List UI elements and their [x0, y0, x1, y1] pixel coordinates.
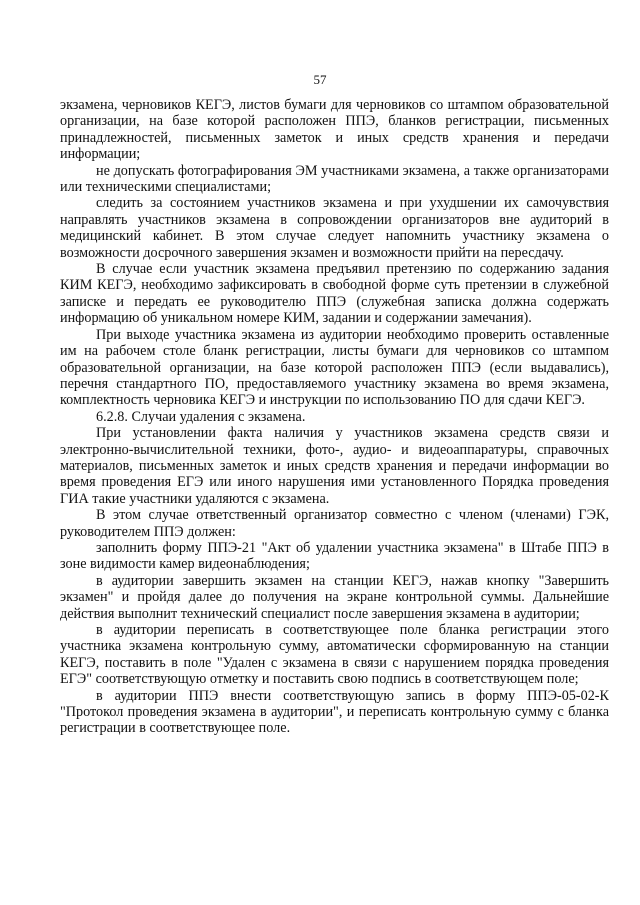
paragraph-no-photography: не допускать фотографирования ЭМ участниками экзамена, а также организаторами или техническими специалистами;: [60, 162, 609, 196]
section-heading-6-2-8: 6.2.8. Случаи удаления с экзамена.: [96, 408, 306, 425]
paragraph-kim-claim: В случае если участник экзамена предъявил претензию по содержанию задания КИМ КЕГЭ, необходимо зафиксировать в свободной форме суть претензии в служебной записке и передать ее руководителю ППЭ (служебная записка должна содержать информацию об уникальном номере КИМ, задании и содержании замечания).: [60, 261, 609, 327]
paragraph-participant-exit: При выходе участника экзамена из аудитории необходимо проверить оставленные им на рабочем столе бланк регистрации, листы бумаги для черновиков со штампом образовательной организации, на базе которой расположен ППЭ (если выдавались), перечня стандартного ПО, предоставляемого участнику экзамена во время экзамена, комплектность черновика КЕГЭ и инструкции по использованию ПО для сдачи КЕГЭ.: [60, 326, 609, 409]
paragraph-form-ppe-21: заполнить форму ППЭ-21 "Акт об удалении участника экзамена" в Штабе ППЭ в зоне видимости камер видеонаблюдения;: [60, 539, 609, 573]
paragraph-responsible-organizer: В этом случае ответственный организатор совместно с членом (членами) ГЭК, руководителем ППЭ должен:: [60, 507, 609, 540]
document-body: [60, 97, 609, 737]
paragraph-health-monitoring: следить за состоянием участников экзамена и при ухудшении их самочувствия направлять участников экзамена в сопровождении организаторов вне аудиторий в медицинский кабинет. В этом случае следует напомнить участнику экзамена о возможности досрочного завершения экзамен и возможности прийти на пересдачу.: [60, 195, 609, 261]
paragraph-checksum-registration: в аудитории переписать в соответствующее поле бланка регистрации этого участника экзамена контрольную сумму, автоматически сформированную на станции КЕГЭ, поставить в поле "Удален с экзамена в связи с нарушением порядка проведения ЕГЭ" соответствующую отметку и поставить свою подпись в соответствующем поле;: [60, 622, 609, 688]
page-number: 57: [313, 72, 327, 87]
paragraph-continuation: экзамена, черновиков КЕГЭ, листов бумаги для черновиков со штампом образовательной организации, на базе которой расположен ППЭ, бланков регистрации, письменных принадлежностей, письменных заметок и иных средств хранения и передачи информации;: [60, 97, 609, 163]
paragraph-finish-exam-station: в аудитории завершить экзамен на станции КЕГЭ, нажав кнопку "Завершить экзамен" и пройдя далее до получения на экране контрольной суммы. Дальнейшие действия выполнит технический специалист после завершения экзамена в аудитории;: [60, 572, 609, 622]
paragraph-protocol-ppe-05-02-k: в аудитории ППЭ внести соответствующую запись в форму ППЭ-05-02-К "Протокол проведения экзамена в аудитории", и переписать контрольную сумму с бланка регистрации в соответствующее поле.: [60, 687, 609, 737]
paragraph-removal-grounds: При установлении факта наличия у участников экзамена средств связи и электронно-вычислительной техники, фото-, аудио- и видеоаппаратуры, справочных материалов, письменных заметок и иных средств хранения и передачи информации во время проведения ЕГЭ или иного нарушения ими установленного Порядка проведения ГИА такие участники удаляются с экзамена.: [60, 425, 609, 507]
